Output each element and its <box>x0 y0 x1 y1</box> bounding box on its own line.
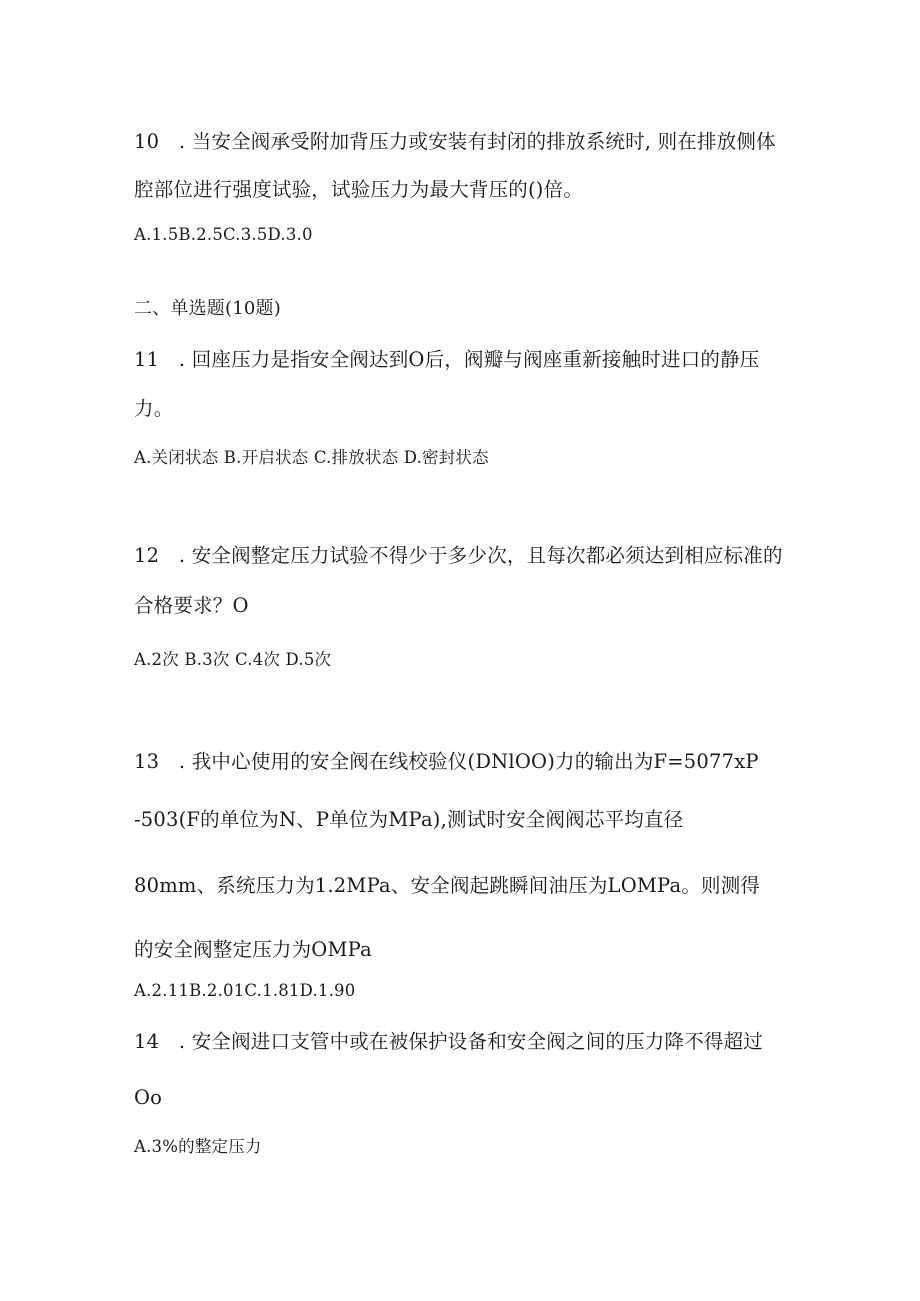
question-13-options: A.2.11B.2.01C.1.81D.1.90 <box>134 981 356 1000</box>
question-11-options: A.关闭状态 B.开启状态 C.排放状态 D.密封状态 <box>134 448 489 467</box>
question-12-line-1: 12 . 安全阀整定压力试验不得少于多少次，且每次都必须达到相应标准的 <box>134 544 783 567</box>
question-13-line-3: 80mm、系统压力为1.2MPa、安全阀起跳瞬间油压为LOMPa。则测得 <box>134 874 761 897</box>
question-11-line-1: 11 . 回座压力是指安全阀达到O后，阀瓣与阀座重新接触时进口的静压 <box>134 348 760 371</box>
section-title: 二、单选题(10题) <box>134 298 281 319</box>
question-14-line-1: 14 . 安全阀进口支管中或在被保护设备和安全阀之间的压力降不得超过 <box>134 1030 764 1053</box>
question-10-options: A.1.5B.2.5C.3.5D.3.0 <box>134 225 313 244</box>
question-10-line-2: 腔部位进行强度试验，试验压力为最大背压的()倍。 <box>134 178 584 201</box>
question-14-options: A.3%的整定压力 <box>134 1137 262 1156</box>
question-13-line-2: -503(F的单位为N、P单位为MPa),测试时安全阀阀芯平均直径 <box>134 808 684 831</box>
question-13-line-1: 13 . 我中心使用的安全阀在线校验仪(DNlOO)力的输出为F=5077xP <box>134 750 759 773</box>
question-12-line-2: 合格要求？O <box>134 594 249 617</box>
question-13-line-4: 的安全阀整定压力为OMPa <box>134 938 372 961</box>
question-11-line-2: 力。 <box>134 397 174 420</box>
question-14-line-2: Oo <box>134 1086 163 1109</box>
question-12-options: A.2次 B.3次 C.4次 D.5次 <box>134 650 332 669</box>
question-10-line-1: 10 . 当安全阀承受附加背压力或安装有封闭的排放系统时, 则在排放侧体 <box>134 130 776 153</box>
